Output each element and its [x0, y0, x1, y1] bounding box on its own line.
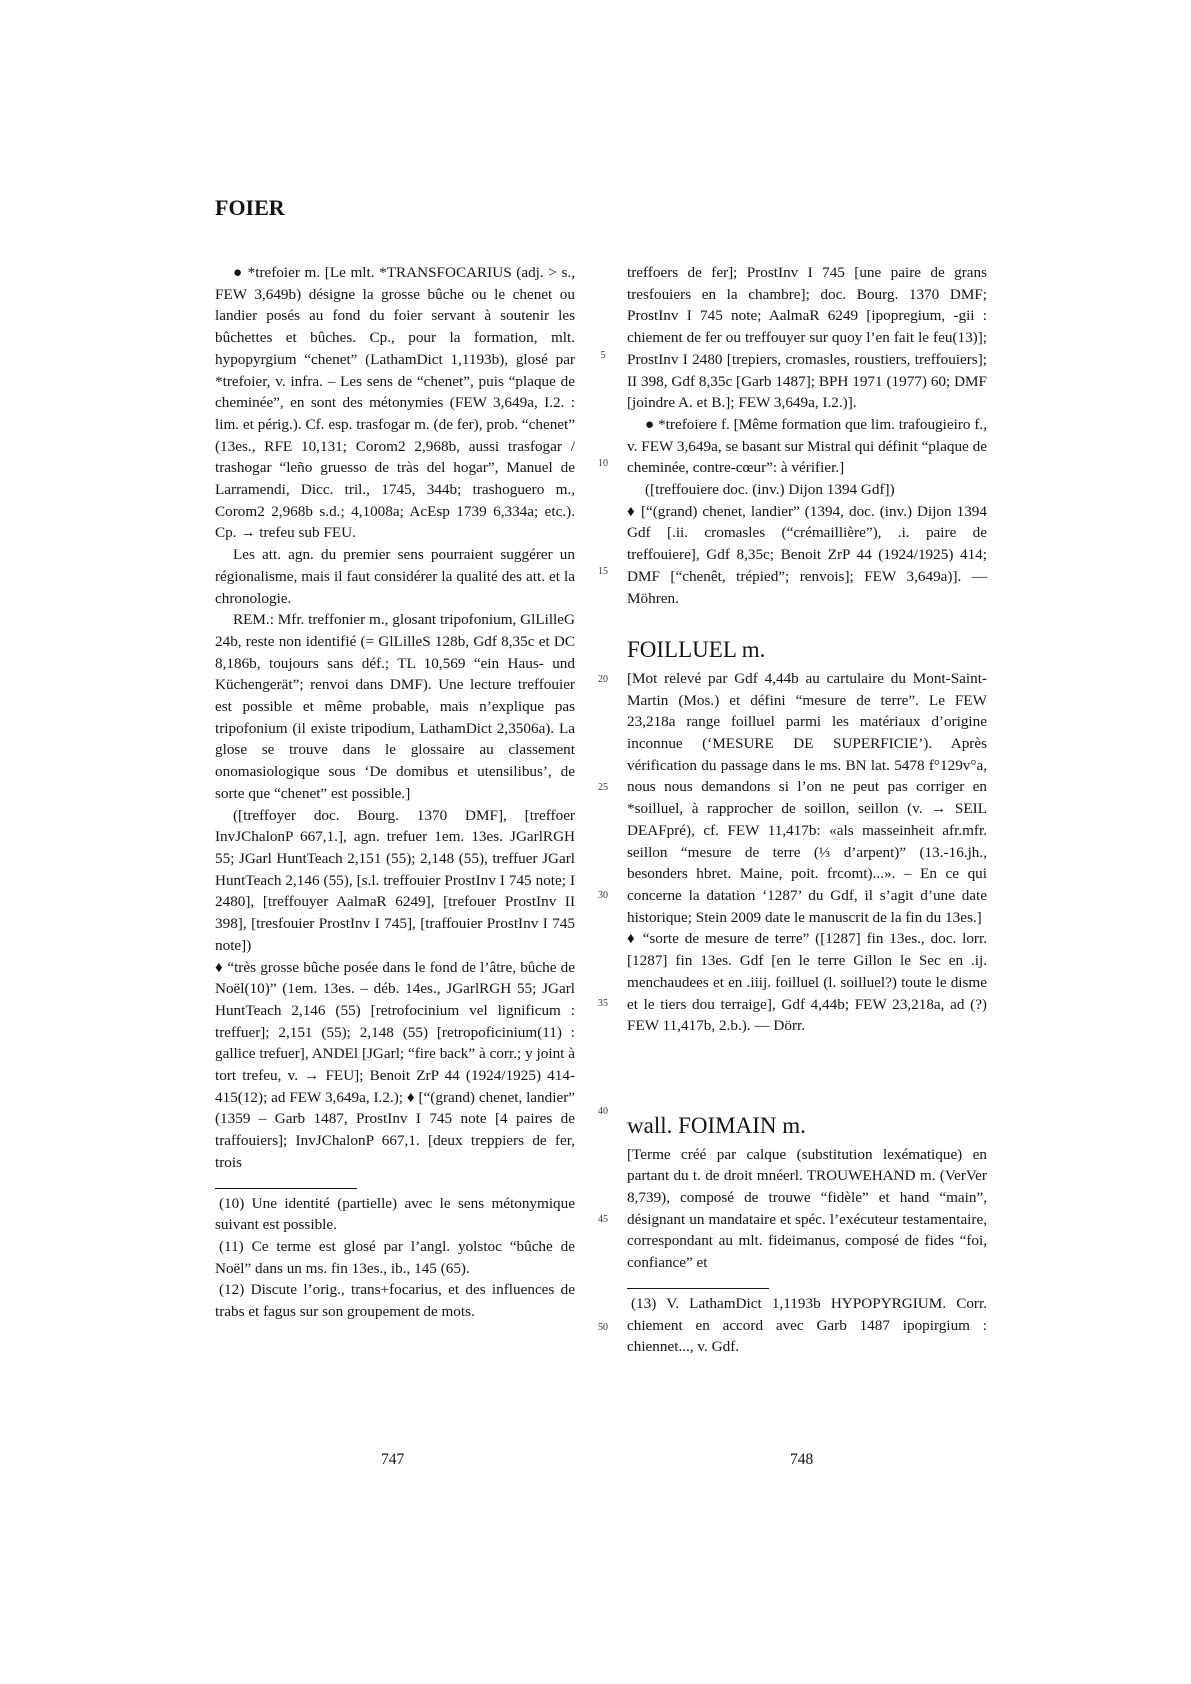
footnote-rule	[215, 1188, 357, 1189]
footnote-13: (13) V. LathamDict 1,1193b HYPOPYRGIUM. Corr. chiement en accord avec Garb 1487 ipopirgium : chiennet..., v. Gdf.	[627, 1294, 987, 1356]
right-column	[627, 262, 987, 1358]
folio-left: 747	[381, 1451, 405, 1468]
entry-text: ● *trefoier m. [Le mlt. *TRANSFOCARIUS (adj. > s., FEW 3,649b) désigne la grosse bûche ou le chenet ou landier posés au fond du foier servant à soutenir les bûchettes et bûches. Cp., pour la formation, mlt. hypopyrgium “chenet” (LathamDict 1,1193b), glosé par *trefoier, v. infra. – Les sens de “chenet”, puis “plaque de cheminée”, en sont des métonymies (FEW 3,649a, I.2. : lim. et périg.). Cf. esp. trasfogar m. (de fer), prob. “chenet” (13es., RFE 10,131; Corom2 2,968b, aussi trasfogar / trashogar “leño gruesso de tràs del hogar”, Manuel de Larramendi, Dicc. tril., 1745, 344b; trashoguero m., Corom2 2,968b s.d.; 4,1008a; AcEsp 1739 6,334a; etc.). Cp. → trefeu sub FEU.	[215, 264, 575, 542]
remark: REM.: Mfr. treffonier m., glosant tripofonium, GlLilleG 24b, reste non identifié (= GlLilleS 128b, Gdf 8,35c et DC 8,186b, toujours sans déf.; TL 10,569 “ein Haus- und Küchengerät”; renvoi dans DMF). Une lecture treffouier est possible et même probable, mais n’explique pas tripofonium (il existe tripodium, LathamDict 2,3506a). La glose se trouve dans le glossaire au classement onomasiologique sous ‘De domibus et utensilibus’, de sorte que “chenet” est possible.]	[215, 611, 575, 802]
footnote-11: (11) Ce terme est glosé par l’angl. yolstoc “bûche de Noël” dans un ms. fin 13es., ib., 145 (65).	[215, 1237, 575, 1277]
forms-list: ([treffouiere doc. (inv.) Dijon 1394 Gdf])	[645, 481, 895, 499]
sense-definition: ♦ “sorte de mesure de terre” ([1287] fin 13es., doc. lorr. [1287] fin 13es. Gdf [en le terre Gillon le Sec en .ij. menchaudees et en .iiij. foilluel (l. soilluel?) toute le disme et le tiers dou terraige], Gdf 4,44b; FEW 23,218a, ad (?) FEW 11,417b, 2.b.). — Dörr.	[627, 930, 987, 1035]
sense-definition: ♦ [“(grand) chenet, landier” (1394, doc. (inv.) Dijon 1394 Gdf [.ii. cromasles (“crémaillière”), .i. paire de treffouiere], Gdf 8,35c; Benoit ZrP 44 (1924/1925) 414; DMF [“chenêt, trépied”; renvois]; FEW 3,649a)]. — Möhren.	[627, 502, 987, 607]
footnote-10: (10) Une identité (partielle) avec le sens métonymique suivant est possible.	[215, 1194, 575, 1234]
footnote-12: (12) Discute l’orig., trans+focarius, et des influences de trabs et fagus sur son groupement de mots.	[215, 1281, 575, 1321]
lemma-text: wall. FOIMAIN m.	[627, 1112, 806, 1138]
sense-continuation: treffoers de fer]; ProstInv I 745 [une paire de grans tresfouiers en la chambre]; doc. Bourg. 1370 DMF; ProstInv I 745 note; AalmaR 6249 [ipopregium, -gii : chiement de fer ou treffouyer sur quoy l’en fait le feu(13)]; ProstInv I 2480 [trepiers, cromasles, roustiers, treffouiers]; II 398, Gdf 8,35c [Garb 1487]; BPH 1971 (1977) 60; DMF [joindre A. et B.]; FEW 3,649a, I.2.)].	[627, 264, 987, 412]
forms-list: ([treffoyer doc. Bourg. 1370 DMF], [treffoer InvJChalonP 667,1.], agn. trefuer 1em. 13es. JGarlRGH 55; JGarl HuntTeach 2,151 (55); 2,148 (55), treffuer JGarl HuntTeach 2,146 (55), [s.l. treffouier ProstInv I 745 note; I 2480], [treffouyer AalmaR 6249], [trefouer ProstInv II 398], [tresfouier ProstInv I 745], [traffouier ProstInv I 745 note])	[215, 806, 575, 954]
footnote-rule	[627, 1288, 769, 1289]
etymology-note: [Terme créé par calque (substitution lexématique) en partant du t. de droit mnéerl. TROUWEHAND m. (VerVer 8,739), composé de trouwe “fidèle” et hand “main”, désignant un mandataire et spéc. l’exécuteur testamentaire, correspondant au mlt. fideimanus, composé de fides “foi, confiance” et	[627, 1145, 987, 1272]
etymology-note: [Mot relevé par Gdf 4,44b au cartulaire du Mont-Saint-Martin (Mos.) et défini “mesure de terre”. Le FEW 23,218a range foilluel parmi les matériaux d’origine inconnue (‘MESURE DE SUPERFICIE’). Après vérification du passage dans le ms. BN lat. 5478 f°129v°a, nous nous demandons si l’on ne peut pas corriger en *soilluel, à rapprocher de soillon, seillon (v. → SEIL DEAFpré), cf. FEW 11,417b: «als masseinheit afr.mfr. seillon “mesure de terre (⅓ d’arpent)” (13.-16.jh., besonders hbret. Maine, poit. frcomt)...». – En ce qui concerne la datation ‘1287’ du Gdf, il s’agit d’une date historique; Stein 2009 date le manuscrit de la fin du 13es.]	[627, 669, 987, 926]
line-number: 15	[598, 566, 608, 577]
left-column	[215, 262, 575, 1323]
line-number: 50	[598, 1322, 608, 1333]
folio-right: 748	[790, 1451, 814, 1468]
line-number: 20	[598, 674, 608, 685]
page-title: FOIER	[215, 195, 285, 220]
lemma-text: FOILLUEL m.	[627, 637, 766, 663]
lemma-heading-foilluel	[627, 639, 987, 664]
paragraph: Les att. agn. du premier sens pourraient suggérer un régionalisme, mais il faut considérer la qualité des att. et la chronologie.	[215, 546, 575, 607]
line-number: 25	[598, 782, 608, 793]
sense-definition: ♦ “très grosse bûche posée dans le fond de l’âtre, bûche de Noël(10)” (1em. 13es. – déb. 14es., JGarlRGH 55; JGarl HuntTeach 2,146 (55) [retrofocinium vel lignificum : treffuer]; 2,151 (55); 2,148 (55) [retropoficinium(11) : gallice trefuer], ANDEl [JGarl; “fire back” à corr.; y joint à tort trefeu, v. → FEU]; Benoit ZrP 44 (1924/1925) 414-415(12); ad FEW 3,649a, I.2.); ♦ [“(grand) chenet, landier” (1359 – Garb 1487, ProstInv I 745 note [4 paires de traffouiers]; InvJChalonP 667,1. [deux treppiers de fer, trois	[215, 958, 575, 1171]
line-number: 10	[598, 458, 608, 469]
line-number: 40	[598, 1106, 608, 1117]
entry-trefoier	[215, 262, 575, 544]
line-number: 30	[598, 890, 608, 901]
line-number: 5	[600, 350, 606, 361]
line-number: 45	[598, 1214, 608, 1225]
line-number: 35	[598, 998, 608, 1009]
entry-trefoiere: ● *trefoiere f. [Même formation que lim. trafougieiro f., v. FEW 3,649a, se basant sur Mistral qui définit “plaque de cheminée, contre-cœur”: à vérifier.]	[627, 415, 987, 477]
lemma-heading-foimain	[627, 1112, 987, 1140]
